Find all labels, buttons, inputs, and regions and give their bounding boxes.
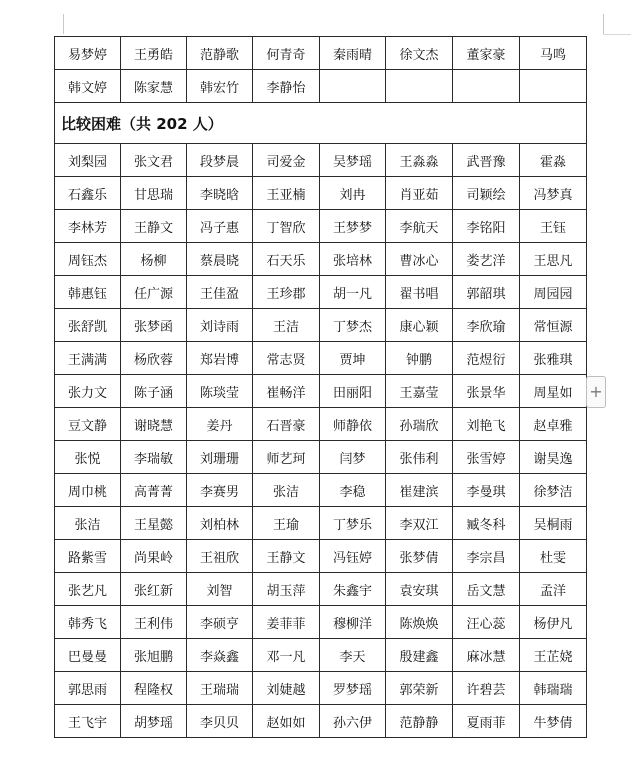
name-cell[interactable]: 刘柏林 (187, 507, 253, 540)
name-cell[interactable]: 韩瑞瑞 (520, 672, 587, 705)
name-cell[interactable]: 李林芳 (55, 210, 121, 243)
name-cell[interactable]: 巴曼曼 (55, 639, 121, 672)
name-cell[interactable]: 师艺珂 (253, 441, 320, 474)
name-cell[interactable]: 孙瑞欣 (386, 408, 453, 441)
name-cell[interactable]: 陈家慧 (121, 70, 187, 103)
name-cell[interactable]: 高菁菁 (121, 474, 187, 507)
name-cell[interactable]: 王星懿 (121, 507, 187, 540)
name-cell[interactable]: 石鑫乐 (55, 177, 121, 210)
table-row (55, 37, 587, 70)
name-cell[interactable]: 刘珊珊 (187, 441, 253, 474)
name-cell[interactable]: 杨欣蓉 (121, 342, 187, 375)
name-cell[interactable]: 李天 (320, 639, 386, 672)
name-cell[interactable]: 陈焕焕 (386, 606, 453, 639)
name-cell[interactable]: 张梦函 (121, 309, 187, 342)
name-cell[interactable]: 周园园 (520, 276, 587, 309)
name-cell[interactable]: 石晋豪 (253, 408, 320, 441)
name-cell[interactable]: 王珍郡 (253, 276, 320, 309)
table-row (55, 70, 587, 103)
name-cell[interactable]: 程隆权 (121, 672, 187, 705)
name-cell[interactable]: 豆文静 (55, 408, 121, 441)
name-cell[interactable]: 李宗昌 (453, 540, 520, 573)
name-cell[interactable]: 李赛男 (187, 474, 253, 507)
name-cell[interactable]: 范煜衍 (453, 342, 520, 375)
name-cell[interactable]: 胡玉萍 (253, 573, 320, 606)
table-row (55, 309, 587, 342)
name-cell[interactable]: 常恒源 (520, 309, 587, 342)
name-cell[interactable]: 张旭鹏 (121, 639, 187, 672)
name-cell[interactable]: 李贝贝 (187, 705, 253, 738)
name-cell[interactable]: 刘艳飞 (453, 408, 520, 441)
table-row (55, 210, 587, 243)
name-cell[interactable]: 殷建鑫 (386, 639, 453, 672)
name-cell[interactable]: 陈琰莹 (187, 375, 253, 408)
name-cell[interactable]: 甘思瑞 (121, 177, 187, 210)
name-cell[interactable]: 石天乐 (253, 243, 320, 276)
name-cell[interactable]: 张洁 (55, 507, 121, 540)
student-name-table (54, 36, 587, 738)
name-cell[interactable]: 贾坤 (320, 342, 386, 375)
name-cell[interactable]: 张培林 (320, 243, 386, 276)
name-cell[interactable]: 王瑞瑞 (187, 672, 253, 705)
name-cell[interactable]: 张洁 (253, 474, 320, 507)
name-cell[interactable]: 丁智欣 (253, 210, 320, 243)
name-cell[interactable]: 刘智 (187, 573, 253, 606)
section-header-row (55, 103, 587, 144)
name-cell[interactable]: 孙六伊 (320, 705, 386, 738)
name-cell[interactable]: 王静文 (121, 210, 187, 243)
name-cell[interactable]: 武晋豫 (453, 144, 520, 177)
name-cell[interactable]: 冯钰婷 (320, 540, 386, 573)
name-cell[interactable]: 袁安琪 (386, 573, 453, 606)
name-cell[interactable]: 张舒凯 (55, 309, 121, 342)
name-cell[interactable]: 王利伟 (121, 606, 187, 639)
name-cell[interactable]: 崔建滨 (386, 474, 453, 507)
name-cell[interactable]: 李晓晗 (187, 177, 253, 210)
table-row (55, 474, 587, 507)
name-cell[interactable]: 吴桐雨 (520, 507, 587, 540)
name-cell[interactable]: 张雪婷 (453, 441, 520, 474)
name-cell[interactable]: 胡梦瑶 (121, 705, 187, 738)
table-row (55, 408, 587, 441)
name-cell[interactable]: 钟鹏 (386, 342, 453, 375)
name-cell[interactable]: 张红新 (121, 573, 187, 606)
table-row (55, 606, 587, 639)
name-cell[interactable]: 刘梨园 (55, 144, 121, 177)
name-cell[interactable]: 司爱金 (253, 144, 320, 177)
name-cell[interactable]: 张梦倩 (386, 540, 453, 573)
name-cell[interactable]: 汪心蕊 (453, 606, 520, 639)
name-cell[interactable]: 康心颖 (386, 309, 453, 342)
table-row (55, 705, 587, 738)
page-margin-mark-right (603, 14, 604, 34)
name-cell[interactable]: 杨柳 (121, 243, 187, 276)
name-cell[interactable]: 冯梦真 (520, 177, 587, 210)
name-cell[interactable]: 徐文杰 (386, 37, 453, 70)
name-cell[interactable]: 郭思雨 (55, 672, 121, 705)
name-cell[interactable]: 王嘉莹 (386, 375, 453, 408)
name-cell[interactable]: 师静依 (320, 408, 386, 441)
name-cell[interactable]: 张文君 (121, 144, 187, 177)
name-cell[interactable]: 王思凡 (520, 243, 587, 276)
name-cell[interactable]: 谢晓慧 (121, 408, 187, 441)
name-cell[interactable]: 李航天 (386, 210, 453, 243)
name-cell[interactable] (453, 70, 520, 103)
name-cell[interactable]: 朱鑫宇 (320, 573, 386, 606)
table-row (55, 441, 587, 474)
name-cell[interactable]: 张雅琪 (520, 342, 587, 375)
name-cell[interactable]: 孟洋 (520, 573, 587, 606)
name-cell[interactable]: 王祖欣 (187, 540, 253, 573)
table-row (55, 342, 587, 375)
name-cell[interactable]: 王瑜 (253, 507, 320, 540)
name-cell[interactable]: 任广源 (121, 276, 187, 309)
name-cell[interactable]: 杨伊凡 (520, 606, 587, 639)
name-cell[interactable]: 田丽阳 (320, 375, 386, 408)
name-cell[interactable]: 王淼淼 (386, 144, 453, 177)
name-cell[interactable]: 李焱鑫 (187, 639, 253, 672)
name-cell[interactable]: 李稳 (320, 474, 386, 507)
name-cell[interactable]: 董家豪 (453, 37, 520, 70)
name-cell[interactable]: 何青奇 (253, 37, 320, 70)
name-cell[interactable]: 崔畅洋 (253, 375, 320, 408)
table-row (55, 639, 587, 672)
section-title[interactable]: 比较困难（共 202 人） (55, 103, 587, 144)
name-cell[interactable]: 刘诗雨 (187, 309, 253, 342)
name-cell[interactable]: 尚果岭 (121, 540, 187, 573)
name-cell[interactable]: 赵卓雅 (520, 408, 587, 441)
name-cell[interactable]: 周星如 (520, 375, 587, 408)
name-cell[interactable]: 韩秀飞 (55, 606, 121, 639)
name-cell[interactable]: 牛梦倩 (520, 705, 587, 738)
name-cell[interactable]: 易梦婷 (55, 37, 121, 70)
name-cell[interactable]: 丁梦乐 (320, 507, 386, 540)
table-row (55, 144, 587, 177)
name-cell[interactable]: 刘冉 (320, 177, 386, 210)
name-cell[interactable]: 赵如如 (253, 705, 320, 738)
name-cell[interactable]: 罗梦瑶 (320, 672, 386, 705)
name-cell[interactable]: 闫梦 (320, 441, 386, 474)
name-cell[interactable]: 陈子涵 (121, 375, 187, 408)
name-cell[interactable]: 娄艺洋 (453, 243, 520, 276)
name-cell[interactable]: 范静歌 (187, 37, 253, 70)
name-cell[interactable]: 王洁 (253, 309, 320, 342)
name-cell[interactable]: 姜丹 (187, 408, 253, 441)
name-cell[interactable]: 韩宏竹 (187, 70, 253, 103)
table-row (55, 375, 587, 408)
name-cell[interactable]: 李静怡 (253, 70, 320, 103)
name-cell[interactable]: 郭荣新 (386, 672, 453, 705)
name-cell[interactable]: 张伟利 (386, 441, 453, 474)
table-row (55, 573, 587, 606)
name-cell[interactable]: 王飞宇 (55, 705, 121, 738)
name-cell[interactable]: 翟书唱 (386, 276, 453, 309)
add-row-button[interactable]: + (586, 376, 606, 408)
name-cell[interactable]: 邓一凡 (253, 639, 320, 672)
name-cell[interactable]: 秦雨晴 (320, 37, 386, 70)
name-cell[interactable]: 霍淼 (520, 144, 587, 177)
name-cell[interactable]: 郭韶琪 (453, 276, 520, 309)
name-cell[interactable]: 张悦 (55, 441, 121, 474)
name-cell[interactable]: 李曼琪 (453, 474, 520, 507)
name-cell[interactable]: 韩惠钰 (55, 276, 121, 309)
name-cell[interactable]: 王芷娆 (520, 639, 587, 672)
name-cell[interactable]: 曹冰心 (386, 243, 453, 276)
name-cell[interactable]: 冯子惠 (187, 210, 253, 243)
name-cell[interactable]: 周钰杰 (55, 243, 121, 276)
name-cell[interactable]: 郑岩博 (187, 342, 253, 375)
name-cell[interactable]: 胡一凡 (320, 276, 386, 309)
name-cell[interactable]: 姜菲菲 (253, 606, 320, 639)
name-cell[interactable]: 刘婕越 (253, 672, 320, 705)
name-cell[interactable]: 王亚楠 (253, 177, 320, 210)
name-cell[interactable]: 王佳盈 (187, 276, 253, 309)
name-cell[interactable]: 徐梦洁 (520, 474, 587, 507)
name-cell[interactable]: 丁梦杰 (320, 309, 386, 342)
name-cell[interactable]: 李铭阳 (453, 210, 520, 243)
name-cell[interactable]: 李瑞敏 (121, 441, 187, 474)
name-cell[interactable]: 常志贤 (253, 342, 320, 375)
name-cell[interactable]: 许碧芸 (453, 672, 520, 705)
table-row (55, 507, 587, 540)
table-row (55, 243, 587, 276)
name-cell[interactable]: 谢昊逸 (520, 441, 587, 474)
name-cell[interactable]: 杜雯 (520, 540, 587, 573)
name-cell[interactable] (320, 70, 386, 103)
name-cell[interactable]: 麻冰慧 (453, 639, 520, 672)
table-row (55, 276, 587, 309)
name-cell[interactable]: 张力文 (55, 375, 121, 408)
name-cell[interactable]: 王钰 (520, 210, 587, 243)
name-cell[interactable]: 周巾桃 (55, 474, 121, 507)
name-cell[interactable]: 段梦晨 (187, 144, 253, 177)
name-cell[interactable]: 韩文婷 (55, 70, 121, 103)
name-cell[interactable]: 张景华 (453, 375, 520, 408)
name-cell[interactable]: 王梦梦 (320, 210, 386, 243)
name-cell[interactable]: 蔡晨晓 (187, 243, 253, 276)
name-cell[interactable]: 马鸣 (520, 37, 587, 70)
name-cell[interactable]: 李硕亨 (187, 606, 253, 639)
page-margin-mark-right-horizontal (603, 34, 631, 35)
name-cell[interactable]: 范静静 (386, 705, 453, 738)
name-cell[interactable]: 李双江 (386, 507, 453, 540)
table-row (55, 177, 587, 210)
name-cell[interactable]: 王勇皓 (121, 37, 187, 70)
name-cell[interactable]: 李欣瑜 (453, 309, 520, 342)
name-cell[interactable] (520, 70, 587, 103)
name-cell[interactable]: 王满满 (55, 342, 121, 375)
table-row (55, 540, 587, 573)
name-cell[interactable] (386, 70, 453, 103)
table-row (55, 672, 587, 705)
name-cell[interactable]: 臧冬科 (453, 507, 520, 540)
page-margin-mark-left (63, 14, 64, 34)
name-cell[interactable]: 路紫雪 (55, 540, 121, 573)
name-cell[interactable]: 夏雨菲 (453, 705, 520, 738)
name-cell[interactable]: 肖亚茹 (386, 177, 453, 210)
name-cell[interactable]: 王静文 (253, 540, 320, 573)
name-cell[interactable]: 吴梦瑶 (320, 144, 386, 177)
name-cell[interactable]: 岳文慧 (453, 573, 520, 606)
name-cell[interactable]: 穆柳洋 (320, 606, 386, 639)
name-cell[interactable]: 张艺凡 (55, 573, 121, 606)
name-cell[interactable]: 司颖绘 (453, 177, 520, 210)
